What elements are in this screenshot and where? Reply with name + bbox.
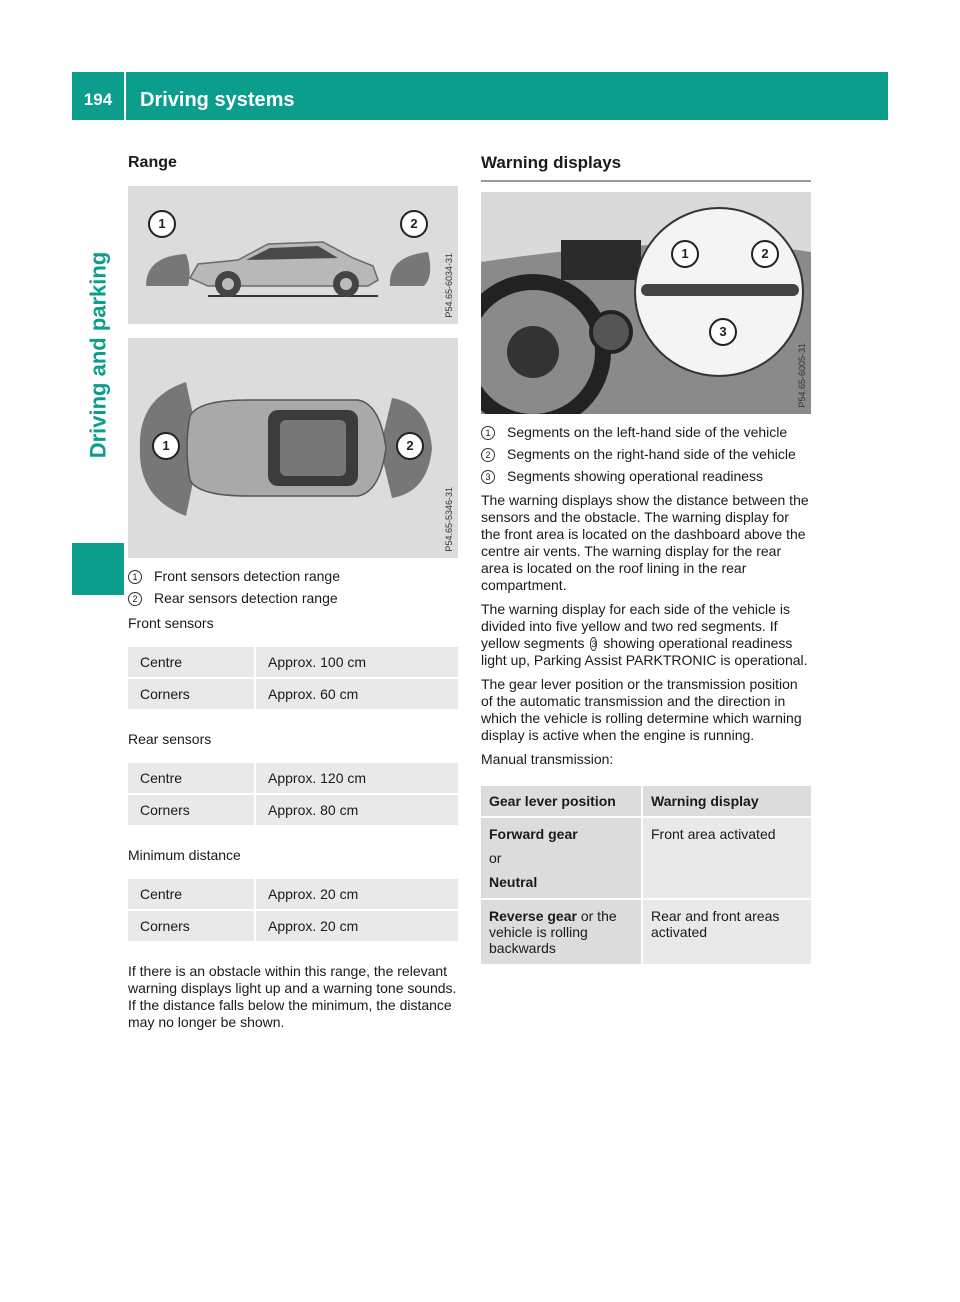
paragraph-text: The warning display for each side of the vehicle is divided into five yellow and two red segments. If yellow segments [481,601,790,651]
figure-marker-2: 2 [396,432,424,460]
rear-sensors-table [128,761,458,827]
figure-code: P54.65-5346-31 [444,487,454,552]
dashboard-illustration [481,192,811,414]
side-tab [72,180,124,530]
side-tab-marker [72,543,124,595]
side-tab-label: Driving and parking [85,251,110,459]
minimum-distance-table [128,877,458,943]
legend-number: 2 [128,592,142,606]
gear-or: or [489,850,502,866]
table-cell: Front area activated [643,818,811,898]
table-row [128,647,458,677]
right-column [481,148,811,966]
table-cell: Corners [128,911,256,941]
table-header-row [481,786,811,816]
table-cell: Approx. 80 cm [256,795,458,825]
table-cell: Corners [128,795,256,825]
table-cell: Rear and front areas activated [643,900,811,964]
range-legend [128,568,458,607]
figure-marker-1: 1 [152,432,180,460]
legend-item [481,424,811,441]
table-row [128,679,458,709]
table-cell: Approx. 60 cm [256,679,458,709]
table-row [481,818,811,898]
legend-text: Segments showing operational readiness [507,468,764,484]
gear-name: Reverse gear [489,908,577,924]
warning-paragraph-3: The gear lever position or the transmission position of the automatic transmission and the direction in which the vehicle is rolling determine which warning display is active when the engine is running. [481,676,802,743]
inline-marker: 3 [591,639,597,649]
table-header: Warning display [643,786,811,816]
chapter-title: Driving systems [140,89,295,111]
legend-number: 1 [481,426,495,440]
paragraph-text: showing operational readiness light up, Parking Assist PARKTRONIC is operational. [481,635,808,668]
figure-marker-1: 1 [148,210,176,238]
legend-text: Rear sensors detection range [154,590,338,606]
warning-displays-title: Warning displays [481,148,811,182]
page-number: 194 [83,90,113,109]
header-separator [124,72,126,120]
table-row [481,900,811,964]
gear-condition: or the vehicle is rolling backwards [489,908,617,956]
table-header: Gear lever position [481,786,643,816]
gear-table [481,784,811,966]
legend-number: 1 [128,570,142,584]
legend-text: Front sensors detection range [154,568,340,584]
table-cell: Approx. 100 cm [256,647,458,677]
rear-sensors-label: Rear sensors [128,731,212,747]
table-row [128,879,458,909]
table-cell [481,818,643,898]
gear-name: Neutral [489,874,538,890]
legend-number: 3 [481,470,495,484]
figure-code: P54.65-6005-31 [797,343,807,408]
minimum-distance-label: Minimum distance [128,847,241,863]
warning-paragraph-1: The warning displays show the distance between the sensors and the obstacle. The warning display for the front area is located on the dashboard above the centre air vents. The warning display for the rear area is located on the roof lining in the rear compartment. [481,492,809,593]
legend-item [481,468,811,485]
table-cell: Approx. 20 cm [256,879,458,909]
side-view-illustration [128,186,458,324]
front-sensors-table [128,645,458,711]
gear-name: Forward gear [489,826,578,842]
top-view-figure [128,338,458,558]
figure-marker-2: 2 [751,240,779,268]
dashboard-figure [481,192,811,414]
figure-marker-1: 1 [671,240,699,268]
table-cell: Centre [128,647,256,677]
manual-transmission-label: Manual transmission: [481,751,614,767]
table-cell: Centre [128,763,256,793]
legend-number: 2 [481,448,495,462]
legend-text: Segments on the right-hand side of the vehicle [507,446,796,462]
table-cell: Centre [128,879,256,909]
legend-item [128,568,458,585]
left-column [128,148,458,1038]
figure-marker-2: 2 [400,210,428,238]
figure-marker-3: 3 [709,318,737,346]
range-title: Range [128,154,177,171]
legend-item [128,590,458,607]
table-cell: Approx. 120 cm [256,763,458,793]
warning-legend [481,424,811,485]
table-row [128,911,458,941]
legend-text: Segments on the left-hand side of the vehicle [507,424,788,440]
range-closing-text: If there is an obstacle within this range, the relevant warning displays light up and a warning tone sounds. If the distance falls below the minimum, the distance may no longer be shown. [128,963,457,1030]
warning-paragraph-2 [481,601,811,669]
table-row [128,763,458,793]
legend-item [481,446,811,463]
side-view-figure [128,186,458,324]
table-row [128,795,458,825]
figure-code: P54.65-6034-31 [444,253,454,318]
table-cell [481,900,643,964]
front-sensors-label: Front sensors [128,615,214,631]
table-cell: Corners [128,679,256,709]
table-cell: Approx. 20 cm [256,911,458,941]
